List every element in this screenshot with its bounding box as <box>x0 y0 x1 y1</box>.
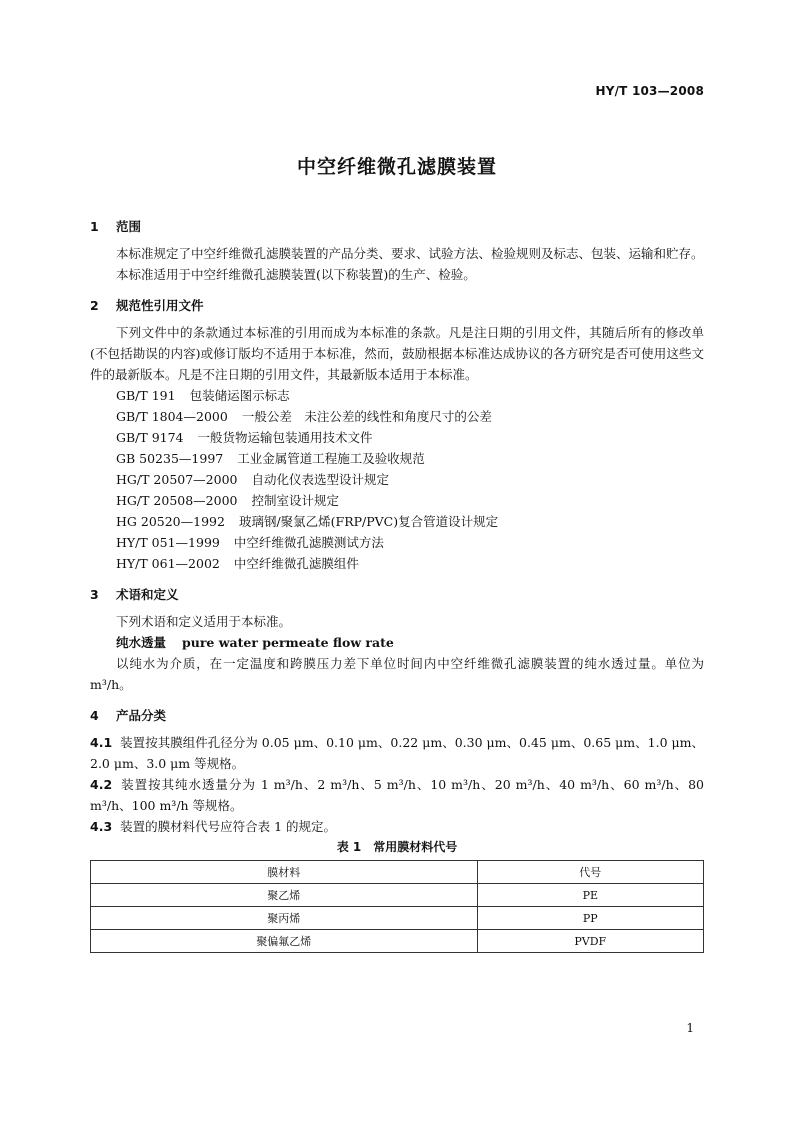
table-row <box>91 930 704 953</box>
standard-number: HY/T 103—2008 <box>595 84 704 98</box>
section-2-title: 规范性引用文件 <box>116 298 204 313</box>
section-4-number: 4 <box>90 708 99 723</box>
table-cell: 聚丙烯 <box>91 907 478 930</box>
reference-item <box>90 385 704 406</box>
clause-text: 装置的膜材料代号应符合表 1 的规定。 <box>120 819 337 834</box>
section-3-heading <box>90 584 704 605</box>
reference-title: 一般公差 未注公差的线性和角度尺寸的公差 <box>241 409 492 424</box>
section-4-heading <box>90 705 704 726</box>
table-row <box>91 884 704 907</box>
reference-code: HY/T 051—1999 <box>116 535 220 550</box>
table-caption-title: 常用膜材料代号 <box>373 840 458 854</box>
reference-code: HG/T 20508—2000 <box>116 493 238 508</box>
reference-title: 一般货物运输包装通用技术文件 <box>197 430 373 445</box>
document-title: 中空纤维微孔滤膜装置 <box>296 156 497 178</box>
section-1-heading <box>90 216 704 237</box>
reference-title: 中空纤维微孔滤膜组件 <box>233 556 359 571</box>
clause-number: 4.2 <box>90 777 113 792</box>
table-header-cell: 代号 <box>477 861 703 884</box>
reference-title: 玻璃钢/聚氯乙烯(FRP/PVC)复合管道设计规定 <box>238 514 499 529</box>
reference-title: 自动化仪表选型设计规定 <box>251 472 389 487</box>
reference-code: HY/T 061—2002 <box>116 556 220 571</box>
clause-number: 4.3 <box>90 819 113 834</box>
page-number: 1 <box>686 1021 694 1035</box>
table-cell: PE <box>477 884 703 907</box>
term-entry <box>90 632 704 653</box>
reference-code: HG 20520—1992 <box>116 514 225 529</box>
reference-item <box>90 469 704 490</box>
reference-code: GB/T 9174 <box>116 430 184 445</box>
clause-4-2 <box>90 774 704 816</box>
reference-item <box>90 511 704 532</box>
table-caption-number: 表 1 <box>336 840 362 854</box>
table-cell: PP <box>477 907 703 930</box>
reference-code: GB/T 191 <box>116 388 176 403</box>
membrane-material-table <box>90 860 704 953</box>
section-1-number: 1 <box>90 219 99 234</box>
reference-item <box>90 427 704 448</box>
section-3-title: 术语和定义 <box>116 587 179 602</box>
section-1-para-2: 本标准适用于中空纤维微孔滤膜装置(以下称装置)的生产、检验。 <box>116 267 476 282</box>
table-cell: 聚偏氟乙烯 <box>91 930 478 953</box>
term-chinese: 纯水透量 <box>116 635 167 650</box>
section-4-title: 产品分类 <box>116 708 167 723</box>
section-3-number: 3 <box>90 587 99 602</box>
table-header-cell: 膜材料 <box>91 861 478 884</box>
section-1-para-1: 本标准规定了中空纤维微孔滤膜装置的产品分类、要求、试验方法、检验规则及标志、包装、运输和贮存。 <box>116 246 704 261</box>
term-definition: 以纯水为介质，在一定温度和跨膜压力差下单位时间内中空纤维微孔滤膜装置的纯水透过量。单位为 m³/h。 <box>90 656 704 692</box>
reference-title: 包装储运图示标志 <box>189 388 290 403</box>
document-body <box>90 216 704 953</box>
reference-item <box>90 448 704 469</box>
clause-text: 装置按其膜组件孔径分为 0.05 μm、0.10 μm、0.22 μm、0.30 μm、0.45 μm、0.65 μm、1.0 μm、2.0 μm、3.0 μm 等规格。 <box>90 735 704 771</box>
reference-item <box>90 553 704 574</box>
clause-4-1 <box>90 732 704 774</box>
reference-item <box>90 406 704 427</box>
clause-text: 装置按其纯水透量分为 1 m³/h、2 m³/h、5 m³/h、10 m³/h、20 m³/h、40 m³/h、60 m³/h、80 m³/h、100 m³/h 等规格。 <box>90 777 704 813</box>
reference-item <box>90 490 704 511</box>
reference-title: 中空纤维微孔滤膜测试方法 <box>233 535 384 550</box>
table-row <box>91 907 704 930</box>
section-2-number: 2 <box>90 298 99 313</box>
clause-4-3 <box>90 816 704 837</box>
term-english: pure water permeate flow rate <box>182 635 394 650</box>
table-header-row <box>91 861 704 884</box>
section-1-title: 范围 <box>116 219 142 234</box>
reference-code: GB 50235—1997 <box>116 451 224 466</box>
table-1-caption <box>90 837 704 857</box>
reference-title: 控制室设计规定 <box>251 493 339 508</box>
reference-item <box>90 532 704 553</box>
reference-code: HG/T 20507—2000 <box>116 472 238 487</box>
clause-number: 4.1 <box>90 735 113 750</box>
table-cell: 聚乙烯 <box>91 884 478 907</box>
reference-title: 工业金属管道工程施工及验收规范 <box>237 451 425 466</box>
reference-code: GB/T 1804—2000 <box>116 409 228 424</box>
section-3-intro: 下列术语和定义适用于本标准。 <box>116 614 292 629</box>
section-2-heading <box>90 295 704 316</box>
section-2-intro: 下列文件中的条款通过本标准的引用而成为本标准的条款。凡是注日期的引用文件，其随后所有的修改单(不包括勘误的内容)或修订版均不适用于本标准，然而，鼓励根据本标准达成协议的各方研究是否可使用这些文件的最新版本。凡是不注日期的引用文件，其最新版本适用于本标准。 <box>90 325 704 382</box>
table-cell: PVDF <box>477 930 703 953</box>
